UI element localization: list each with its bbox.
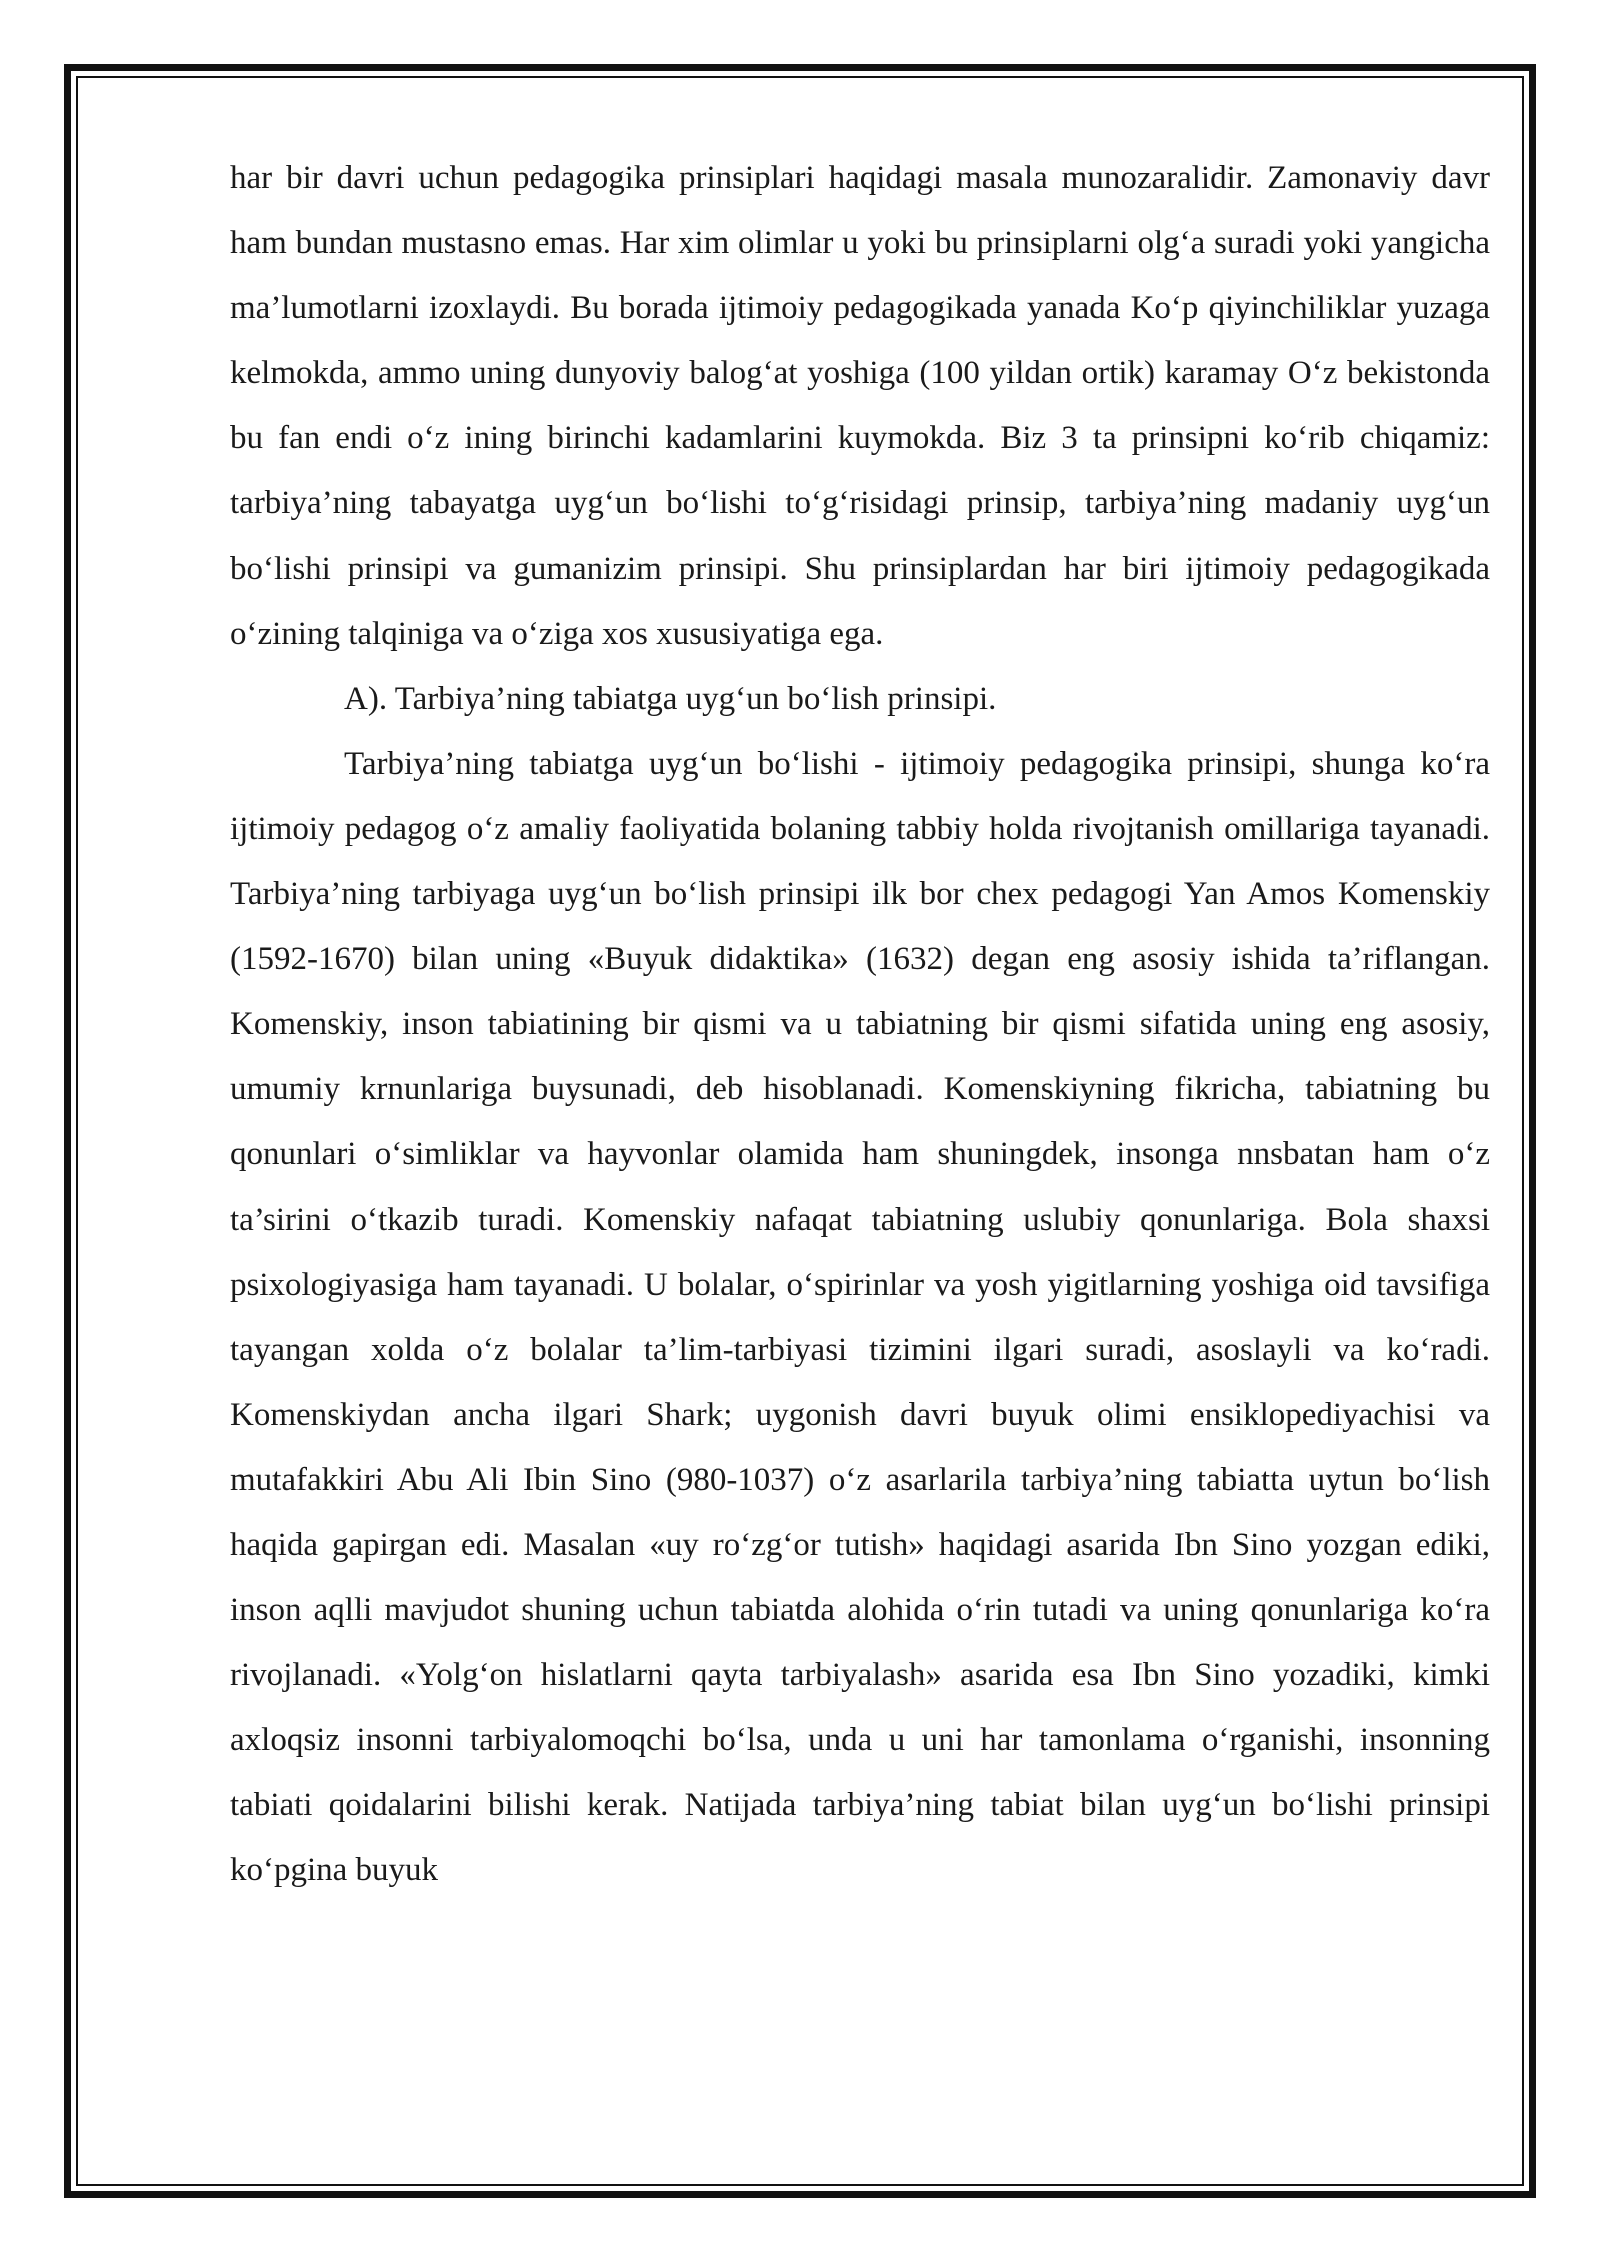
paragraph-intro: har bir davri uchun pedagogika prinsiplari haqidagi masala munozaralidir. Zamonaviy davr ham bundan mustasno emas. Har xim olimlar u yoki bu prinsiplarni olg‘a suradi yoki yangicha ma’lumotlarni izoxlaydi. Bu borada ijtimoiy pedagogikada yanada Ko‘p qiyinchiliklar yuzaga kelmokda, ammo uning dunyoviy balog‘at yoshiga (100 yildan ortik) karamay O‘z bekistonda bu fan endi o‘z ining birinchi kadamlarini kuymokda. Biz 3 ta prinsipni ko‘rib chiqamiz: tarbiya’ning tabayatga uyg‘un bo‘lishi to‘g‘risidagi prinsip, tarbiya’ning madaniy uyg‘un bo‘lishi prinsipi va gumanizim prinsipi. Shu prinsiplardan har biri ijtimoiy pedagogikada o‘zining talqiniga va o‘ziga xos xususiyatiga ega. (230, 160, 1490, 652)
paragraph-principle-a: Tarbiya’ning tabiatga uyg‘un bo‘lishi - ijtimoiy pedagogika prinsipi, shunga ko‘ra ijtimoiy pedagog o‘z amaliy faoliyatida bolaning tabbiy holda rivojtanish omillariga tayanadi. Tarbiya’ning tarbiyaga uyg‘un bo‘lish prinsipi ilk bor chex pedagogi Yan Amos Komenskiy (1592-1670) bilan uning «Buyuk didaktika» (1632) degan eng asosiy ishida ta’riflangan. Komenskiy, inson tabiatining bir qismi va u tabiatning bir qismi sifatida uning eng asosiy, umumiy krnunlariga buysunadi, deb hisoblanadi. Komenskiyning fikricha, tabiatning bu qonunlari o‘simliklar va hayvonlar olamida ham shuningdek, insonga nnsbatan ham o‘z ta’sirini o‘tkazib turadi. Komenskiy nafaqat tabiatning uslubiy qonunlariga. Bola shaxsi psixologiyasiga ham tayanadi. U bolalar, o‘spirinlar va yosh yigitlarning yoshiga oid tavsifiga tayangan xolda o‘z bolalar ta’lim-tarbiyasi tizimini ilgari suradi, asoslayli va ko‘radi. Komenskiydan ancha ilgari Shark; uygonish davri buyuk olimi ensiklopediyachisi va mutafakkiri Abu Ali Ibin Sino (980-1037) o‘z asarlarila tarbiya’ning tabiatta uytun bo‘lish haqida gapirgan edi. Masalan «uy ro‘zg‘or tutish» haqidagi asarida Ibn Sino yozgan ediki, inson aqlli mavjudot shuning uchun tabiatda alohida o‘rin tutadi va uning qonunlariga ko‘ra rivojlanadi. «Yolg‘on hislatlarni qayta tarbiyalash» asarida esa Ibn Sino yozadiki, kimki axloqsiz insonni tarbiyalomoqchi bo‘lsa, unda u uni har tamonlama o‘rganishi, insonning tabiati qoidalarini bilishi kerak. Natijada tarbiya’ning tabiat bilan uyg‘un bo‘lishi prinsipi ko‘pgina buyuk (230, 745, 1490, 1889)
section-heading-principle-a: A). Tarbiya’ning tabiatga uyg‘un bo‘lish prinsipi. (344, 680, 997, 717)
document-body (230, 146, 1490, 1904)
